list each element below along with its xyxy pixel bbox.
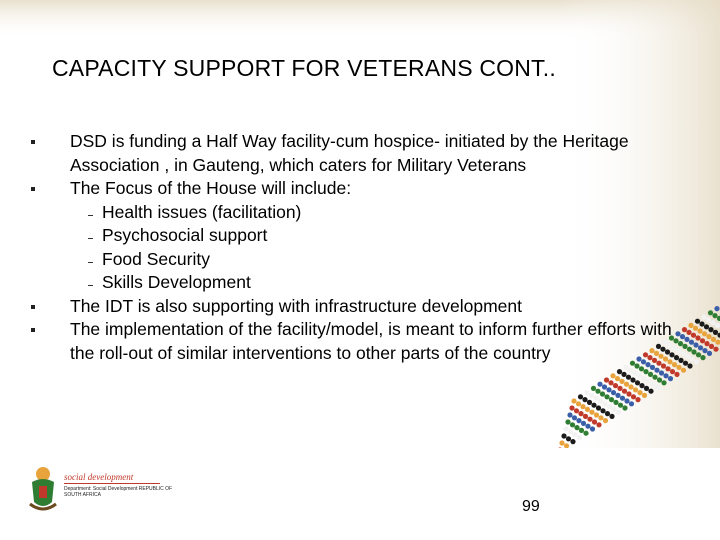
bead [626,391,631,396]
bead [610,373,615,378]
bead [611,390,616,395]
bead [680,351,685,356]
department-logo [26,464,176,516]
bead [680,334,685,339]
bullet-text: Psychosocial support [102,225,268,245]
bead [617,369,622,374]
bead [631,394,636,399]
bead [688,323,693,328]
bead [615,393,620,398]
bead [626,375,631,380]
bead [689,356,694,361]
logo-department-text: Department: Social Development REPUBLIC OF SOUTH AFRICA [64,486,173,498]
dash-icon [88,238,93,239]
bead [624,398,629,403]
bead [684,337,689,342]
bead [620,396,625,401]
bead [594,412,599,417]
bead [592,419,597,424]
bead [635,380,640,385]
bead [696,352,701,357]
bead [618,403,623,408]
bead [613,400,618,405]
bead [683,361,688,366]
bead [607,404,612,409]
bead [706,317,711,322]
bullet-text: DSD is funding a Half Way facility-cum hospice- initiated by the Heritage Association , in Gauteng, which caters for Military Veterans [70,131,629,175]
bead [691,333,696,338]
bead [711,337,716,342]
bead [596,405,601,410]
bead [606,387,611,392]
bead [605,411,610,416]
bead [622,389,627,394]
bead [689,340,694,345]
bullet-text: The implementation of the facility/model, is meant to inform further efforts with the roll-out of similar interventions to other parts of the country [70,319,672,363]
bead [713,330,718,335]
bead [681,368,686,373]
bead [608,380,613,385]
bead [682,344,687,349]
bead [701,314,706,319]
bullet-text: Skills Development [102,272,251,292]
bead [646,379,651,384]
bead [708,310,713,315]
bead [695,335,700,340]
bead [655,384,660,389]
bead [637,373,642,378]
bead [611,407,616,412]
bead [682,327,687,332]
bead [590,426,595,431]
bead [670,369,675,374]
bead [650,382,655,387]
bead [576,418,581,423]
bead [708,327,713,332]
bead [623,365,628,370]
bead [659,370,664,375]
bead [585,424,590,429]
bead [577,435,582,440]
bead [567,412,572,417]
bullet-icon [31,187,35,191]
bead [561,433,566,438]
bead [686,330,691,335]
bead [685,354,690,359]
bead [657,377,662,382]
bead [637,390,642,395]
coat-of-arms-icon [26,464,60,514]
bead [616,410,621,415]
bullet-item [30,318,680,365]
bead [570,439,575,444]
bead [698,345,703,350]
bead [674,372,679,377]
bead [706,334,711,339]
bead [589,410,594,415]
bead [603,418,608,423]
bead [639,366,644,371]
bead [714,306,719,311]
bead [700,355,705,360]
bead [695,319,700,324]
bead [602,401,607,406]
dash-icon [88,215,93,216]
bead [583,414,588,419]
bead [652,375,657,380]
bead [591,386,596,391]
bead [654,368,659,373]
page-number: 99 [522,498,540,515]
bullet-text: Food Security [102,248,210,269]
bead [648,389,653,394]
bead [598,398,603,403]
bead [687,363,692,368]
bead [583,431,588,436]
bead [707,351,712,356]
bead [676,365,681,370]
bead [565,419,570,424]
bead [702,348,707,353]
bead [600,391,605,396]
bead [595,389,600,394]
bead [600,408,605,413]
sub-bullet-item [30,248,680,272]
bullet-item [30,177,680,201]
bead [619,379,624,384]
bead [615,376,620,381]
bead [559,440,564,445]
bead [617,386,622,391]
bead [715,323,720,328]
bead [633,387,638,392]
bead [604,377,609,382]
bead [580,404,585,409]
bead [700,338,705,343]
bead [621,372,626,377]
bead [644,386,649,391]
bead [572,432,577,437]
bead [632,370,637,375]
bead [710,320,715,325]
sub-bullet-item [30,224,680,248]
bead [576,401,581,406]
bead [602,384,607,389]
bead [694,359,699,364]
bullet-icon [31,140,35,144]
bullet-list [30,130,680,365]
bullet-icon [31,305,35,309]
bead [628,384,633,389]
bead [568,429,573,434]
bullet-icon [31,328,35,332]
bead [661,380,666,385]
dash-icon [88,285,93,286]
bead [629,401,634,406]
bullet-text: Health issues (facilitation) [102,201,302,222]
logo-divider [64,483,160,484]
bead [643,369,648,374]
bead [639,383,644,388]
bead [648,372,653,377]
bead [709,344,714,349]
bullet-item [30,295,680,319]
bead [596,422,601,427]
bead [628,368,633,373]
bead [579,428,584,433]
bead [584,390,589,395]
bead [641,376,646,381]
bead [570,422,575,427]
bullet-item [30,130,680,177]
bead [591,403,596,408]
bead [624,382,629,387]
bullet-text: The Focus of the House will include: [70,178,352,198]
bead [609,414,614,419]
bead [691,349,696,354]
bead [587,400,592,405]
bead [699,321,704,326]
bead [582,397,587,402]
bead [693,342,698,347]
bead [566,436,571,441]
bead [693,326,698,331]
bead [581,421,586,426]
bead [687,347,692,352]
sub-bullet-item [30,201,680,225]
bead [704,341,709,346]
bead [668,376,673,381]
bead [642,393,647,398]
bead [571,398,576,403]
slide-title: CAPACITY SUPPORT FOR VETERANS CONT.. [52,55,556,81]
bead [609,397,614,402]
logo-brand-text: social development [64,472,134,482]
bead [569,405,574,410]
bead [697,328,702,333]
bead [572,415,577,420]
bead [563,426,568,431]
bead [593,396,598,401]
bead [650,365,655,370]
bullet-text: The IDT is also supporting with infrastructure development [70,295,522,316]
bead [665,366,670,371]
bead [578,411,583,416]
bead [589,393,594,398]
bead [702,331,707,336]
bead [613,383,618,388]
sub-bullet-item [30,271,680,295]
bead [585,407,590,412]
bead [604,394,609,399]
bead [574,408,579,413]
bead [663,373,668,378]
bead [713,347,718,352]
bead [598,415,603,420]
bead [574,425,579,430]
bead [587,417,592,422]
bead [635,397,640,402]
bead [597,382,602,387]
dash-icon [88,262,93,263]
bead [704,324,709,329]
bead [578,394,583,399]
bead [712,313,717,318]
bead [622,405,627,410]
bead [630,377,635,382]
